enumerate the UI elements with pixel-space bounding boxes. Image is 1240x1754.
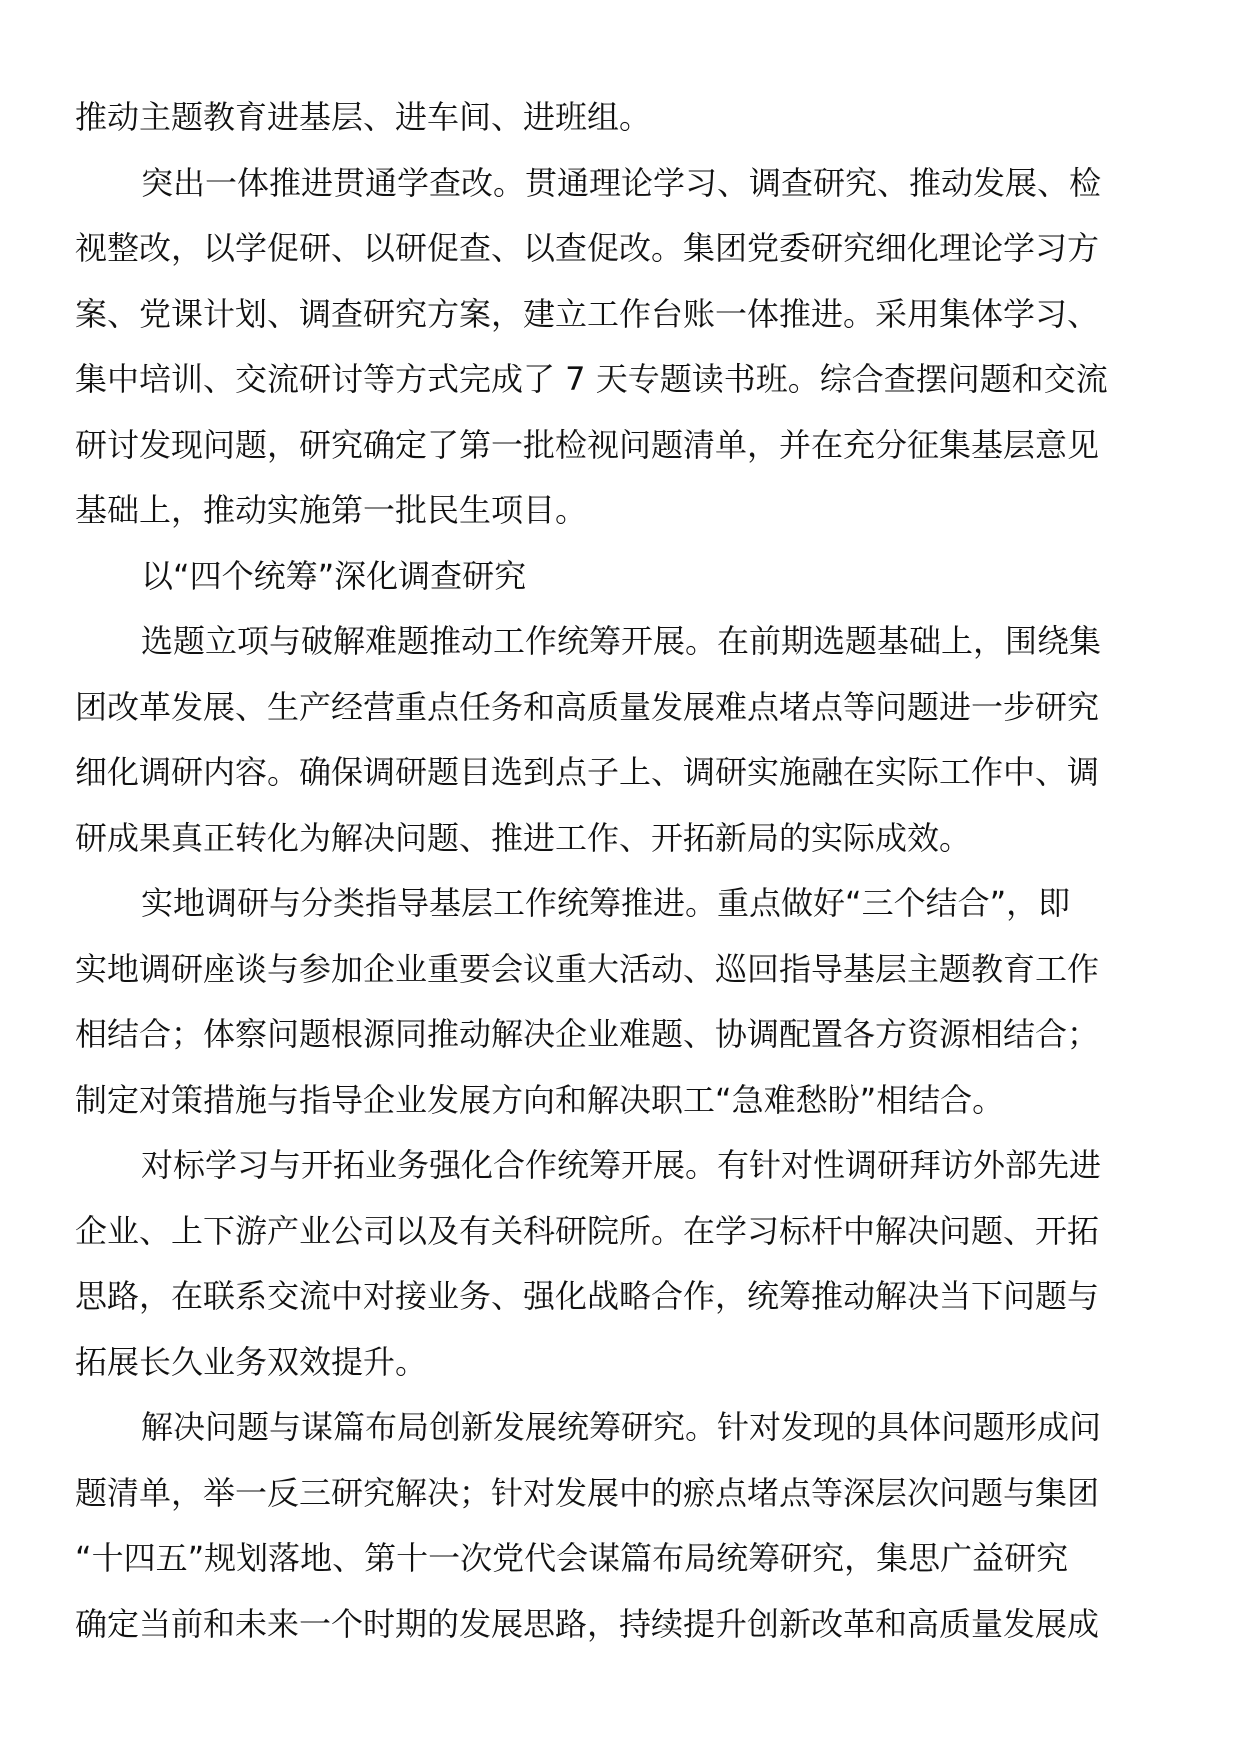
- text-line: 思路，在联系交流中对接业务、强化战略合作，统筹推动解决当下问题与: [75, 1277, 1100, 1315]
- text-line: 视整改，以学促研、以研促查、以查促改。集团党委研究细化理论学习方: [75, 229, 1100, 267]
- text-line: 研成果真正转化为解决问题、推进工作、开拓新局的实际成效。: [75, 818, 972, 857]
- text-line: 实地调研座谈与参加企业重要会议重大活动、巡回指导基层主题教育工作: [75, 949, 1100, 988]
- text-line: 确定当前和未来一个时期的发展思路，持续提升创新改革和高质量发展成: [75, 1604, 1100, 1643]
- text-line: 细化调研内容。确保调研题目选到点子上、调研实施融在实际工作中、调: [75, 753, 1100, 791]
- text-line: 企业、上下游产业公司以及有关科研院所。在学习标杆中解决问题、开拓: [75, 1211, 1100, 1250]
- text-line: 团改革发展、生产经营重点任务和高质量发展难点堵点等问题进一步研究: [75, 687, 1100, 726]
- text-line: 拓展长久业务双效提升。: [75, 1342, 428, 1381]
- text-line: 基础上，推动实施第一批民生项目。: [75, 491, 588, 529]
- text-line: 对标学习与开拓业务强化合作统筹开展。有针对性调研拜访外部先进: [141, 1146, 1102, 1184]
- text-line: 研讨发现问题，研究确定了第一批检视问题清单，并在充分征集基层意见: [75, 425, 1100, 464]
- text-line: 集中培训、交流研讨等方式完成了 7 天专题读书班。综合查摆问题和交流: [75, 360, 1108, 398]
- text-line: 案、党课计划、调查研究方案，建立工作台账一体推进。采用集体学习、: [75, 294, 1100, 333]
- section-heading: 以“四个统筹”深化调查研究: [141, 556, 527, 595]
- text-line: 实地调研与分类指导基层工作统筹推进。重点做好“三个结合”，即: [141, 884, 1071, 922]
- document-page: [75, 85, 1165, 1657]
- text-line: 突出一体推进贯通学查改。贯通理论学习、调查研究、推动发展、检: [141, 163, 1102, 202]
- text-line: 选题立项与破解难题推动工作统筹开展。在前期选题基础上，围绕集: [141, 622, 1102, 660]
- text-line: 题清单，举一反三研究解决；针对发展中的瘀点堵点等深层次问题与集团: [75, 1473, 1100, 1512]
- text-line: “十四五”规划落地、第十一次党代会谋篇布局统筹研究，集思广益研究: [75, 1539, 1069, 1577]
- text-line: 解决问题与谋篇布局创新发展统筹研究。针对发现的具体问题形成问: [141, 1408, 1102, 1446]
- text-line: 推动主题教育进基层、进车间、进班组。: [75, 98, 652, 136]
- text-line: 相结合；体察问题根源同推动解决企业难题、协调配置各方资源相结合；: [75, 1015, 1100, 1053]
- text-line: 制定对策措施与指导企业发展方向和解决职工“急难愁盼”相结合。: [75, 1080, 1005, 1119]
